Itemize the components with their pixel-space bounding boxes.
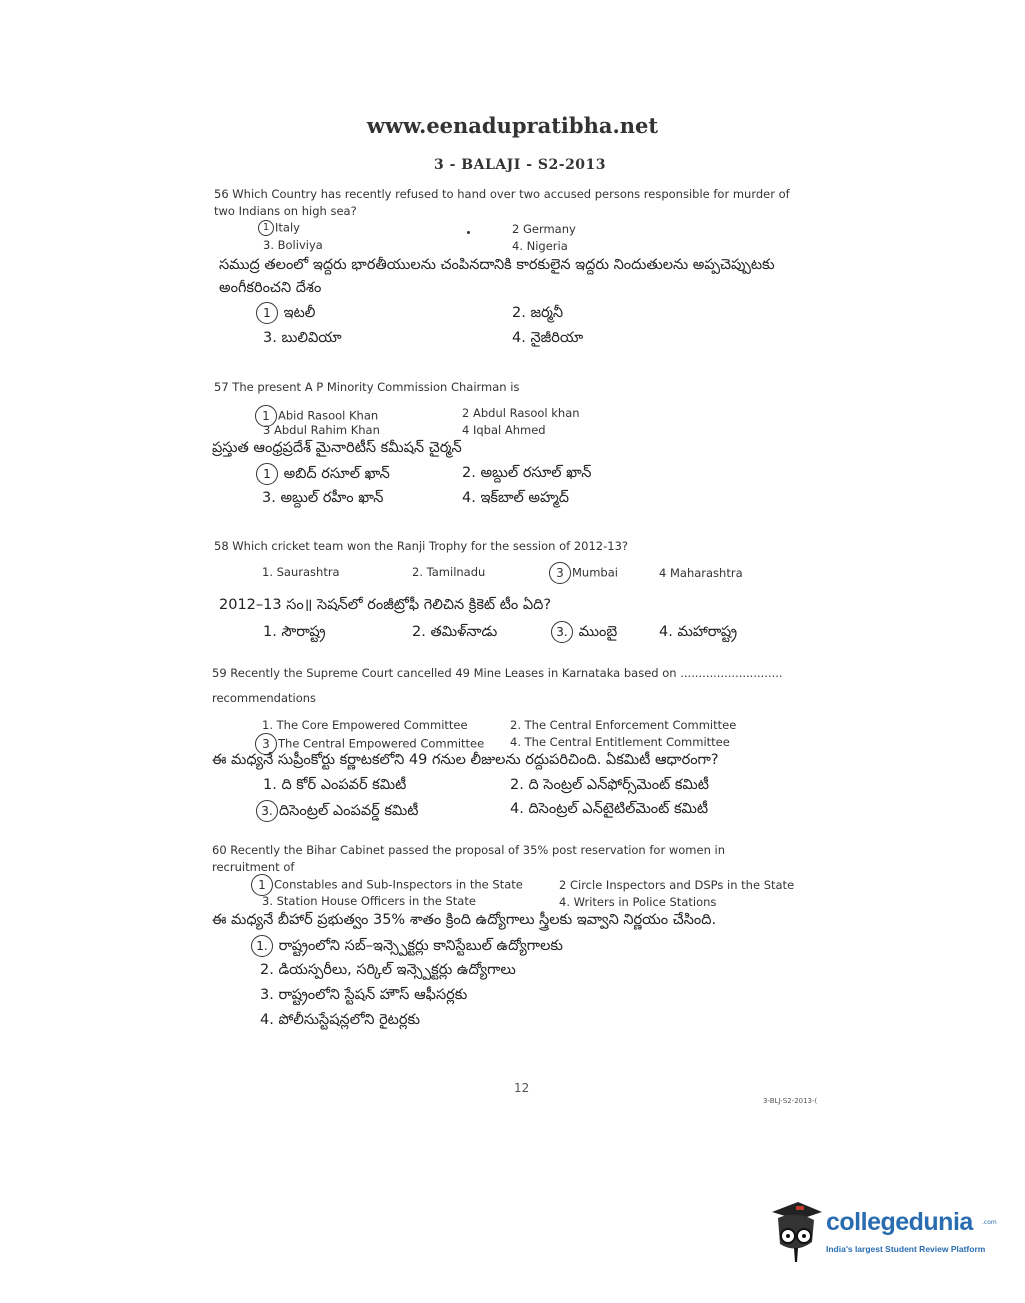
option-4: 4. Writers in Police Stations [559,895,717,909]
option-text: Mumbai [572,565,618,580]
answer-circle: 3. [551,621,573,643]
option-1-telugu-correct [256,302,315,325]
option-2: 2 Germany [512,222,576,236]
question-text-cont: recommendations [212,691,317,705]
answer-circle: 1 [251,874,273,896]
option-3-telugu: 3. బులివియా [263,330,342,346]
answer-circle: 1. [251,935,273,957]
answer-circle: 3. [256,800,278,822]
option-1: 1. The Core Empowered Committee [262,718,468,732]
option-4: 4 Iqbal Ahmed [462,423,546,437]
collegedunia-logo [766,1198,996,1268]
option-3-telugu: 3. అబ్దుల్ రహీం ఖాన్ [262,490,384,506]
option-2-telugu: 2. తమిళ్‌నాడు [412,624,498,640]
site-url: www.eenadupratibha.net [366,113,659,138]
stray-dot [467,231,470,234]
logo-suffix: .com [982,1219,997,1226]
question-text-cont: two Indians on high sea? [214,204,357,218]
option-text: ఇటలీ [283,305,316,321]
question-text-cont: recruitment of [212,860,295,874]
answer-circle: 1 [256,302,278,324]
option-text: The Central Empowered Committee [278,736,485,751]
option-1-correct [258,220,300,236]
option-3: 3 Abdul Rahim Khan [263,423,380,437]
option-4-telugu: 4. ఇక్‌బాల్ అహ్మద్ [462,490,569,506]
option-3-telugu: 3. రాష్ట్రంలోని స్టేషన్ హౌస్ ఆఫీసర్లకు [260,987,468,1003]
paper-subtitle: 3 - BALAJI - S2-2013 [433,157,607,173]
option-4-telugu: 4. దిసెంట్రల్ ఎన్‌టైటిల్‌మెంట్ కమిటీ [510,801,709,817]
option-4: 4 Maharashtra [659,566,743,580]
option-4: 4. The Central Entitlement Committee [510,735,730,749]
option-3-correct [549,562,618,584]
option-text: రాష్ట్రంలోని సబ్–ఇన్స్పెక్టర్లు కానిస్టేబుల్ ఉద్యోగాలకు [278,938,563,954]
option-text: Abid Rasool Khan [278,408,379,423]
option-text: ముంబై [578,624,618,640]
question-text-telugu-cont: అంగీకరించని దేశం [219,280,322,296]
answer-circle: 1 [255,405,277,427]
question-text: 58 Which cricket team won the Ranji Trophy for the session of 2012-13? [214,539,628,553]
option-4-telugu: 4. పోలీసుస్టేషన్లలోని రైటర్లకు [260,1012,421,1028]
option-2-telugu: 2. జర్మనీ [512,305,564,321]
option-1-telugu-correct [251,935,563,958]
question-text-telugu: ప్రస్తుత ఆంధ్రప్రదేశ్ మైనారిటీస్ కమీషన్ చైర్మన్ [212,440,462,456]
option-4-telugu: 4. మహారాష్ట్ర [659,624,738,640]
option-3: 3. Boliviya [263,238,323,252]
option-1-telugu: 1. ది కోర్ ఎంపవర్ కమిటీ [263,777,407,793]
question-text: 56 Which Country has recently refused to hand over two accused persons responsible for murder of [214,187,790,201]
answer-circle: 1 [256,463,278,485]
option-3: 3. Station House Officers in the State [262,894,476,908]
option-2: 2 Circle Inspectors and DSPs in the State [559,878,795,892]
option-2-telugu: 2. ది సెంట్రల్ ఎన్‌ఫోర్స్‌మెంట్ కమిటీ [510,777,709,793]
option-4-telugu: 4. నైజీరియా [512,330,584,346]
page-number: 12 [514,1081,530,1095]
option-4: 4. Nigeria [512,239,568,253]
option-text: అబిద్ రసూల్ ఖాన్ [283,466,390,482]
question-text-telugu: ఈ మధ్యనే సుప్రీంకోర్టు కర్ణాటకలోని 49 గనుల లీజులను రద్దుపరిచింది. ఏకమిటీ ఆధారంగా? [212,752,719,768]
option-2: 2 Abdul Rasool khan [462,406,580,420]
logo-name: collegedunia [826,1208,973,1236]
option-2-telugu: 2. డియస్పరీలు, సర్కిల్ ఇన్స్పెక్టర్లు ఉద్యోగాలు [260,962,516,978]
option-3-telugu-correct [551,621,617,644]
option-1-correct [251,874,523,896]
logo-tagline: India's largest Student Review Platform [826,1244,986,1254]
question-text-telugu: ఈ మధ్యనే బీహార్ ప్రభుత్వం 35% శాతం క్రింది ఉద్యోగాలు స్త్రీలకు ఇవ్వాని నిర్ణయం చేసింది. [212,912,717,928]
option-text: దిసెంట్రల్ ఎంపవర్డ్ కమిటీ [279,803,419,819]
paper-code: 3-BLJ-S2-2013-( [763,1097,818,1105]
option-2-telugu: 2. అబ్దుల్ రసూల్ ఖాన్ [462,465,592,481]
mascot-icon [766,1198,826,1268]
answer-circle: 1 [258,220,274,236]
option-1: 1. Saurashtra [262,565,340,579]
option-1-telugu-correct [256,463,390,486]
question-text-telugu: సముద్ర తలంలో ఇద్దరు భారతీయులను చంపినదానికి కారకులైన ఇద్దరు నిందుతులను అప్పచెప్పుటకు [219,257,775,273]
option-2: 2. The Central Enforcement Committee [510,718,737,732]
question-text-telugu: 2012–13 సం॥ సెషన్‌లో రంజీట్రోఫీ గెలిచిన క్రికెట్ టీం ఏది? [219,597,552,613]
option-1-telugu: 1. సౌరాష్ట్ర [263,624,326,640]
option-3-telugu-correct [256,800,418,823]
question-text: 57 The present A P Minority Commission Chairman is [214,380,520,394]
answer-circle: 3 [255,733,277,755]
option-2: 2. Tamilnadu [412,565,486,579]
option-text: Constables and Sub-Inspectors in the State [274,877,523,892]
answer-circle: 3 [549,562,571,584]
question-text: 60 Recently the Bihar Cabinet passed the proposal of 35% post reservation for women in [212,843,725,857]
question-text: 59 Recently the Supreme Court cancelled 49 Mine Leases in Karnataka based on ............................ [212,666,783,680]
option-text: Italy [275,220,300,235]
